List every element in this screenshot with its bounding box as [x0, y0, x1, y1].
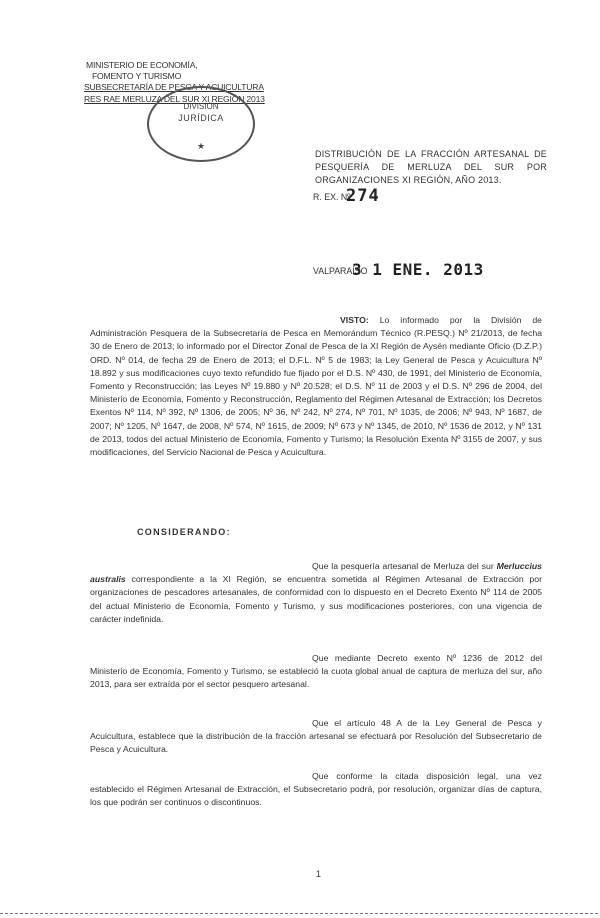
header-subsecretaria: SUBSECRETARÍA DE PESCA Y ACUICULTURA: [84, 82, 264, 93]
p1-species: Merluccius australis: [90, 561, 542, 585]
document-title: DISTRIBUCIÓN DE LA FRACCIÓN ARTESANAL DE PESQUERÍA DE MERLUZA DEL SUR POR ORGANIZACIONES XI REGIÓN, AÑO 2013.: [315, 149, 547, 185]
visto-text: Lo informado por la División de Administración Pesquera de la Subsecretaría de Pesca en Memorándum Técnico (R.PESQ.) Nº 21/2013, de fecha 30 de Enero de 2013; lo informado por el Director Zonal de Pesca de la XI Región de Aysén mediante Oficio (D.Z.P.) ORD. Nº 014, de fecha 29 de Enero de 2013; el D.F.L. Nº 5 de 1983; la Ley General de Pesca y Acuicultura Nº 18.892 y sus modificaciones cuyo texto refundido fue fijado por el D.S. Nº 430, de 1991, del Ministerio de Economía, Fomento y Reconstrucción; las Leyes Nº 19.880 y Nº 20.528; el D.S. Nº 11 de 2003 y el D.S. Nº 296 de 2004, del Ministerio de Economía, Fomento y Reconstrucción, Reglamento del Régimen Artesanal de Extracción; los Decretos Exentos Nº 114, Nº 392, Nº 1306, de 2005; Nº 36, Nº 242, Nº 274, Nº 701, Nº 1035, de 2006; Nº 943, Nº 1687, de 2007; Nº 1205, Nº 1647, de 2008, Nº 574, Nº 1615, de 2009; Nº 673 y Nº 1345, de 2010, Nº 1536 de 2012, y Nº 131 de 2013, todos del actual Ministerio de Economía, Fomento y Turismo; la Resolución Exenta Nº 3155 de 2007, y sus modificaciones, del Servicio Nacional de Pesca y Acuicultura.: [90, 315, 542, 458]
stamp-juridica: JURÍDICA: [178, 113, 224, 123]
header-ministry-sub: FOMENTO Y TURISMO: [92, 71, 182, 82]
resolution-label: R. EX. Nº: [313, 192, 351, 202]
p1-text-b: correspondiente a la XI Región, se encuentra sometida al Régimen Artesanal de Extracción por organizaciones de pescadores artesanales, de conformidad con lo dispuesto en el Decreto Exento Nº 114 de 2005 del actual Ministerio de Economía, Fomento y Turismo, y sus modificaciones posteriores, con una vigencia de carácter indefinida.: [90, 574, 542, 624]
bottom-divider: [0, 913, 600, 914]
page-number: 1: [316, 869, 322, 879]
considerando-p3: Que el artículo 48 A de la Ley General de Pesca y Acuicultura, establece que la distribución de la fracción artesanal se efectuará por Resolución del Subsecretario de Pesca y Acuicultura.: [90, 718, 542, 755]
considerando-p1: [90, 560, 542, 626]
stamp-star-icon: ★: [196, 141, 206, 151]
considerando-heading: CONSIDERANDO:: [137, 527, 231, 537]
division-juridica-stamp: [147, 86, 255, 162]
considerando-p4: Que conforme la citada disposición legal, una vez establecido el Régimen Artesanal de Extracción, el Subsecretario podrá, por resolución, organizar días de captura, los que podrán ser continuos o discontinuos.: [90, 771, 542, 808]
place-label: VALPARAÍSO: [313, 266, 368, 276]
considerando-p2: Que mediante Decreto exento Nº 1236 de 2012 del Ministerio de Economía, Fomento y Turismo, se estableció la cuota global anual de captura de merluza del sur, año 2013, para ser extraída por el sector pesquero artesanal.: [90, 653, 542, 690]
header-reference: RES RAE MERLUZA DEL SUR XI REGIÓN 2013: [84, 93, 265, 104]
date-stamp: 3 1 ENE. 2013: [352, 260, 484, 279]
visto-paragraph: [90, 314, 542, 459]
header-ministry: MINISTERIO DE ECONOMÍA,: [86, 60, 198, 70]
p1-text-a: Que la pesquería artesanal de Merluza del sur: [312, 561, 497, 571]
resolution-number: 274: [346, 186, 380, 206]
stamp-division: DIVISIÓN: [183, 102, 219, 111]
visto-label: VISTO:: [340, 315, 369, 325]
